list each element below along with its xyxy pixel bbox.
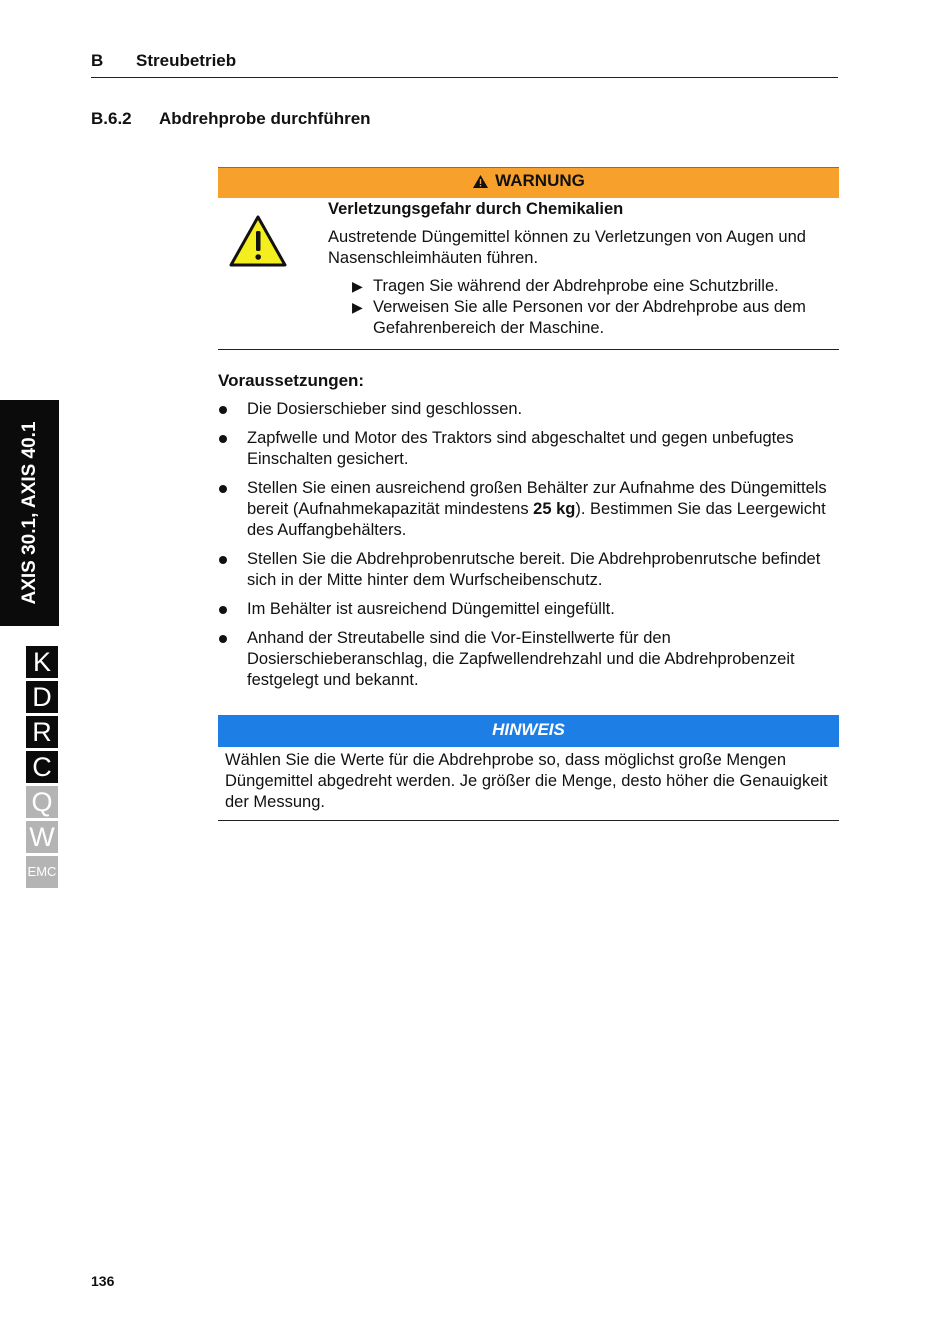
list-item: Anhand der Streutabelle sind die Vor-Einstellwerte für den Dosierschieberanschlag, die Zapfwellendrehzahl und die Abdrehprobenzeit festgelegt und bekannt. [218, 628, 838, 691]
arrow-right-icon: ▶ [352, 299, 363, 315]
section-number: B.6.2 [91, 109, 132, 128]
bullet-icon [219, 606, 227, 614]
warning-heading: Verletzungsgefahr durch Chemikalien [328, 200, 624, 218]
bullet-icon [219, 635, 227, 643]
warning-steps [328, 276, 838, 339]
model-side-tab [0, 400, 59, 626]
warning-divider [218, 349, 839, 350]
warning-banner [218, 167, 839, 198]
warning-label: WARNUNG [495, 171, 585, 190]
list-item: Zapfwelle und Motor des Traktors sind abgeschaltet und gegen unbefugtes Einschalten gesichert. [218, 428, 838, 470]
language-tab-d[interactable]: D [26, 681, 58, 713]
hint-divider [218, 820, 839, 821]
language-tab-r[interactable]: R [26, 716, 58, 748]
page-header [91, 49, 838, 78]
language-tab-emc[interactable]: EMC [26, 856, 58, 888]
warning-step: ▶ Tragen Sie während der Abdrehprobe eine Schutzbrille. [352, 277, 779, 295]
warning-triangle-icon [227, 213, 289, 269]
warning-small-icon [472, 174, 489, 189]
language-tab-w[interactable]: W [26, 821, 58, 853]
warning-content [328, 199, 838, 339]
language-tab-q[interactable]: Q [26, 786, 58, 818]
prerequisites-title: Voraussetzungen: [218, 371, 365, 390]
chapter-title: Streubetrieb [136, 51, 237, 70]
section-title: Abdrehprobe durchführen [159, 109, 371, 128]
language-tab-k[interactable]: K [26, 646, 58, 678]
warning-text: Austretende Düngemittel können zu Verletzungen von Augen und Nasenschleimhäuten führen. [328, 228, 806, 267]
list-item: Stellen Sie die Abdrehprobenrutsche bereit. Die Abdrehprobenrutsche befindet sich in der Mitte hinter dem Wurfscheibenschutz. [218, 549, 838, 591]
bullet-icon [219, 435, 227, 443]
bullet-icon [219, 406, 227, 414]
hint-text: Wählen Sie die Werte für die Abdrehprobe so, dass möglichst große Mengen Düngemittel abgedreht werden. Je größer die Menge, desto höher die Genauigkeit der Messung. [225, 751, 828, 811]
page-number: 136 [91, 1273, 115, 1289]
list-item: Die Dosierschieber sind geschlossen. [218, 399, 838, 420]
language-tab-c[interactable]: C [26, 751, 58, 783]
bullet-icon [219, 556, 227, 564]
chapter-letter: B [91, 51, 104, 70]
model-label: AXIS 30.1, AXIS 40.1 [18, 421, 40, 605]
hint-banner: HINWEIS [218, 715, 839, 747]
list-item: Stellen Sie einen ausreichend großen Behälter zur Aufnahme des Düngemittels bereit (Aufnahmekapazität mindestens 25 kg). Bestimmen Sie das Leergewicht des Auffangbehälters. [218, 478, 838, 541]
bullet-icon [219, 485, 227, 493]
arrow-right-icon: ▶ [352, 278, 363, 294]
prerequisites-list [218, 399, 838, 699]
list-item: Im Behälter ist ausreichend Düngemittel eingefüllt. [218, 599, 838, 620]
warning-step: ▶ Verweisen Sie alle Personen vor der Abdrehprobe aus dem Gefahrenbereich der Maschine. [352, 298, 806, 337]
